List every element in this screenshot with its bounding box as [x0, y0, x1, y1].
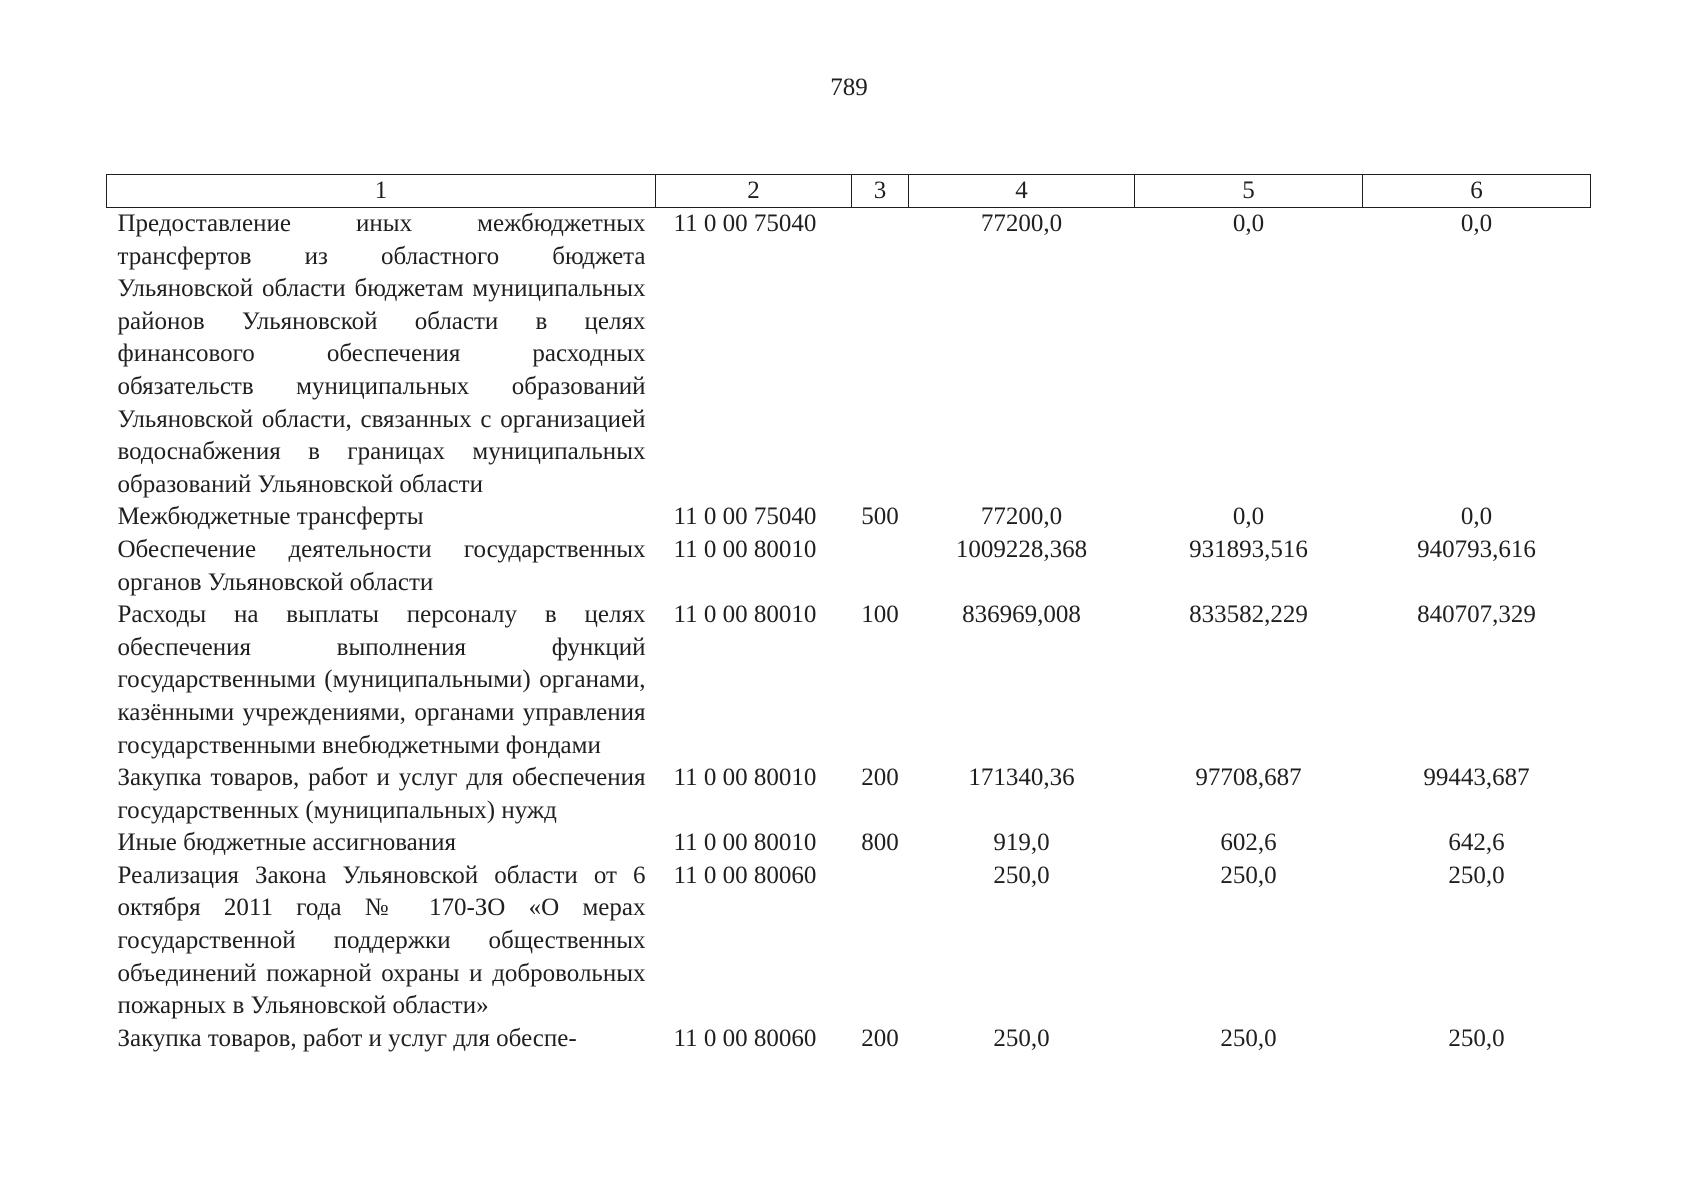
row-value-5: 602,6	[1220, 829, 1277, 857]
row-value-5: 833582,229	[1189, 601, 1308, 629]
column-header-6: 6	[1363, 175, 1591, 208]
page-number: 789	[830, 74, 868, 101]
row-code: 11 0 00 80010	[673, 535, 817, 563]
header-row	[107, 175, 1591, 208]
row-name: Иные бюджетные ассигнования	[117, 829, 457, 857]
row-name: Закупка товаров, работ и услуг для обеспечения государственных (муниципальных) нужд	[117, 764, 646, 824]
row-value-6: 840707,329	[1417, 601, 1536, 629]
table-row	[107, 208, 1591, 502]
row-type: 800	[861, 829, 899, 857]
column-header-4: 4	[909, 175, 1135, 208]
row-name: Расходы на выплаты персоналу в целях обеспечения выполнения функций государственными (муниципальными) органами, казёнными учреждениями, органами управления государственными внебюджетными фондами	[117, 601, 646, 759]
row-value-6: 0,0	[1460, 210, 1493, 237]
column-header-3: 3	[852, 175, 909, 208]
row-type: 200	[861, 764, 899, 792]
row-value-6: 0,0	[1460, 503, 1493, 531]
row-value-5: 931893,516	[1189, 535, 1308, 563]
column-header-2: 2	[656, 175, 852, 208]
row-name: Предоставление иных межбюджетных трансфертов из областного бюджета Ульяновской области бюджетам муниципальных районов Ульяновской области в целях финансового обеспечения расходных обязательств муниципальных образований Ульяновской области, связанных с организацией водоснабжения в границах муниципальных образований Ульяновской области	[117, 210, 646, 498]
row-value-4: 250,0	[993, 861, 1050, 889]
table-row	[107, 599, 1591, 762]
table-body	[107, 208, 1591, 1056]
row-type: 500	[861, 503, 899, 531]
table-row	[107, 762, 1591, 827]
table-row	[107, 501, 1591, 534]
row-value-6: 940793,616	[1417, 535, 1536, 563]
row-value-4: 171340,36	[968, 764, 1075, 792]
row-value-6: 250,0	[1448, 861, 1505, 889]
table-row	[107, 1023, 1591, 1056]
row-type	[852, 534, 909, 599]
row-value-5: 250,0	[1220, 1024, 1277, 1052]
row-code: 11 0 00 80060	[673, 1024, 817, 1052]
row-name: Межбюджетные трансферты	[117, 503, 424, 531]
row-code: 11 0 00 75040	[673, 503, 817, 531]
row-value-5: 0,0	[1232, 503, 1265, 531]
table-row	[107, 534, 1591, 599]
row-value-4: 919,0	[993, 829, 1050, 857]
row-value-4: 1009228,368	[955, 535, 1088, 563]
row-name: Закупка товаров, работ и услуг для обеспе-	[117, 1024, 577, 1052]
table-header	[107, 175, 1591, 208]
row-value-4: 77200,0	[980, 210, 1063, 237]
row-code: 11 0 00 80010	[673, 829, 817, 857]
table-row	[107, 860, 1591, 1023]
row-code: 11 0 00 80060	[673, 861, 817, 889]
row-value-5: 97708,687	[1195, 764, 1302, 792]
row-type: 200	[861, 1024, 899, 1052]
row-value-4: 250,0	[993, 1024, 1050, 1052]
row-name: Реализация Закона Ульяновской области от 6 октября 2011 года № 170-ЗО «О мерах государственной поддержки общественных объединений пожарной охраны и добровольных пожарных в Ульяновской области»	[117, 861, 646, 1020]
row-code: 11 0 00 75040	[673, 210, 817, 237]
column-header-1: 1	[107, 175, 656, 208]
row-value-5: 0,0	[1232, 210, 1265, 237]
row-value-4: 836969,008	[962, 601, 1081, 629]
row-value-5: 250,0	[1220, 861, 1277, 889]
row-type	[852, 208, 909, 502]
row-type	[852, 860, 909, 1023]
row-value-6: 250,0	[1448, 1024, 1505, 1052]
column-header-5: 5	[1135, 175, 1363, 208]
row-value-6: 642,6	[1448, 829, 1505, 857]
row-code: 11 0 00 80010	[673, 601, 817, 629]
row-code: 11 0 00 80010	[673, 764, 817, 792]
table-row	[107, 827, 1591, 860]
row-value-4: 77200,0	[980, 503, 1063, 531]
budget-table	[106, 174, 1591, 1055]
row-value-6: 99443,687	[1423, 764, 1530, 792]
row-name: Обеспечение деятельности государственных органов Ульяновской области	[117, 535, 646, 596]
row-type: 100	[861, 601, 899, 629]
